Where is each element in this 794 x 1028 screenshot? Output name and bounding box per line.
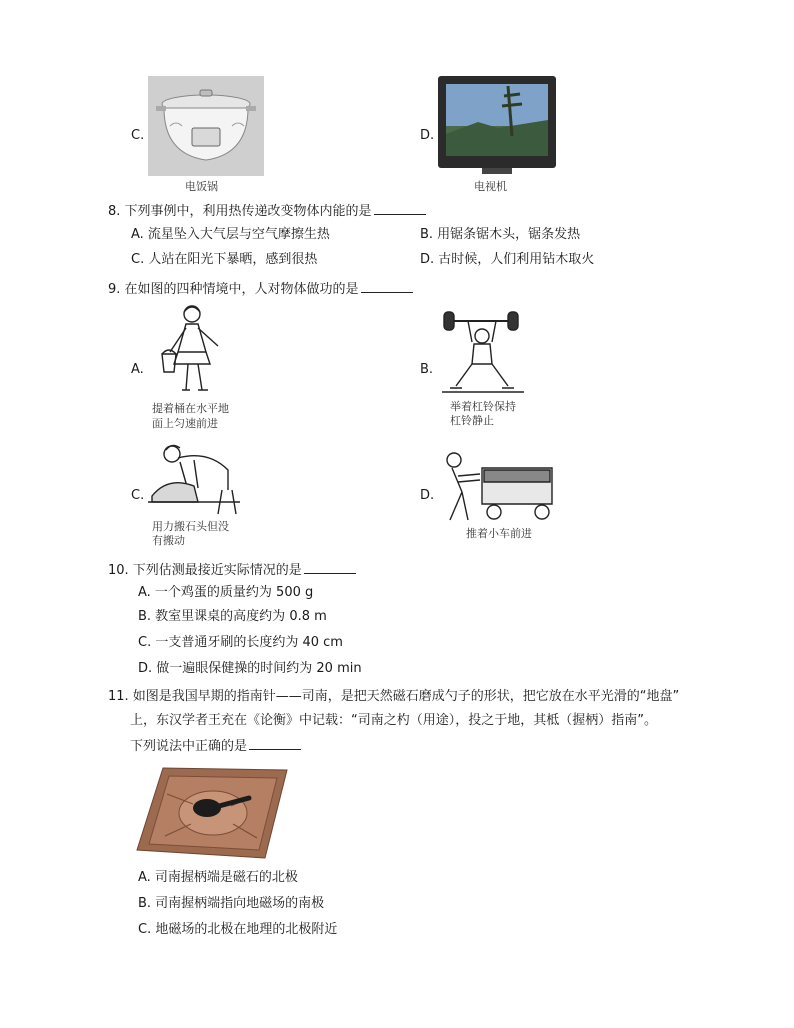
q9-caption-a-line1: 提着桶在水平地 [152, 402, 229, 415]
rice-cooker-image [148, 76, 264, 176]
weightlifter-image [438, 302, 528, 398]
q8-option-b: B. 用锯条锯木头，锯条发热 [420, 227, 581, 242]
push-cart-image [436, 448, 558, 524]
q8-option-d: D. 古时候，人们利用钻木取火 [420, 252, 595, 267]
q7-option-c-label: C. [131, 128, 145, 143]
q8-option-a: A. 流星坠入大气层与空气摩擦生热 [131, 227, 330, 242]
q10-option-a: A. 一个鸡蛋的质量约为 500 g [138, 585, 314, 600]
answer-blank [304, 561, 356, 574]
q8-stem: 8. 下列事例中，利用热传递改变物体内能的是 [108, 202, 426, 220]
q9-caption-c-line2: 有搬动 [152, 534, 185, 547]
q9-label-a: A. [131, 362, 144, 377]
q9-caption-b-line2: 杠铃静止 [450, 414, 494, 427]
q9-caption-d: 推着小车前进 [466, 527, 532, 540]
lift-stone-image [148, 440, 240, 518]
tv-image [438, 76, 556, 176]
q7-option-d-label: D. [420, 128, 435, 143]
q11-stem-line1: 11. 如图是我国早期的指南针——司南，是把天然磁石磨成勺子的形状，把它放在水平光滑的“地盘” [108, 689, 680, 704]
q10-stem: 10. 下列估测最接近实际情况的是 [108, 561, 356, 579]
q11-stem-line3: 下列说法中正确的是 [130, 737, 301, 755]
q11-option-a: A. 司南握柄端是磁石的北极 [138, 870, 298, 885]
q11-option-c: C. 地磁场的北极在地理的北极附近 [138, 922, 338, 937]
q11-stem-line2: 上，东汉学者王充在《论衡》中记载：“司南之杓（用途），投之于地，其柢（握柄）指南”。 [130, 713, 657, 728]
q9-caption-b-line1: 举着杠铃保持 [450, 400, 516, 413]
q9-caption-c-line1: 用力搬石头但没 [152, 520, 229, 533]
carry-bucket-image [148, 302, 238, 398]
tv-caption: 电视机 [474, 180, 507, 193]
q9-caption-a-line2: 面上匀速前进 [152, 417, 218, 430]
answer-blank [249, 737, 301, 750]
q10-option-d: D. 做一遍眼保健操的时间约为 20 min [138, 661, 362, 676]
rice-cooker-caption: 电饭锅 [185, 180, 218, 193]
q9-label-b: B. [420, 362, 434, 377]
answer-blank [361, 280, 413, 293]
q9-label-d: D. [420, 488, 435, 503]
answer-blank [374, 202, 426, 215]
sinan-compass-image [131, 758, 291, 862]
q11-option-b: B. 司南握柄端指向地磁场的南极 [138, 896, 325, 911]
q10-option-c: C. 一支普通牙刷的长度约为 40 cm [138, 635, 343, 650]
q9-stem: 9. 在如图的四种情境中，人对物体做功的是 [108, 280, 413, 298]
q8-option-c: C. 人站在阳光下暴晒，感到很热 [131, 252, 318, 267]
q10-option-b: B. 教室里课桌的高度约为 0.8 m [138, 609, 327, 624]
q9-label-c: C. [131, 488, 145, 503]
